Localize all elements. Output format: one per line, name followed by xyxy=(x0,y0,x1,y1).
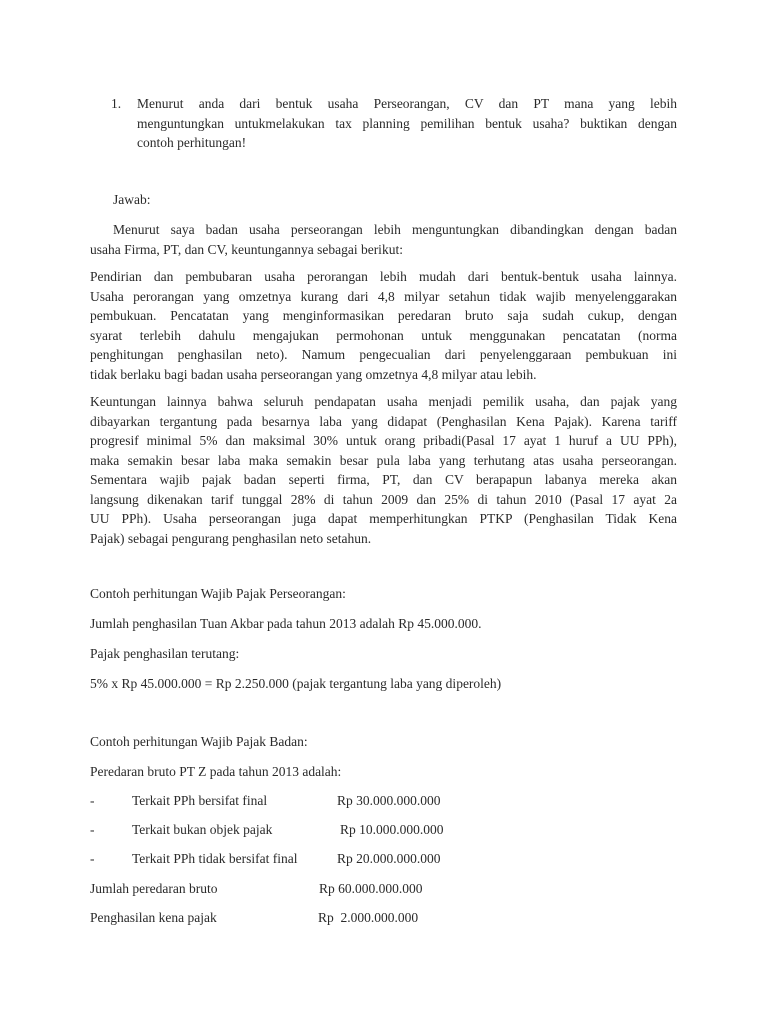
list-dash: - xyxy=(90,851,95,866)
revenue-item-label: Terkait bukan objek pajak xyxy=(132,822,273,837)
question-line: Menurut anda dari bentuk usaha Perseorangan, CV dan PT mana yang lebih xyxy=(137,96,677,111)
paragraph-line: pembukuan. Pencatatan yang menginformasikan peredaran bruto saja sudah cukup, dengan xyxy=(90,308,677,323)
paragraph-line: tidak berlaku bagi badan usaha perseorangan yang omzetnya 4,8 milyar atau lebih. xyxy=(90,366,537,382)
paragraph-line: Usaha perorangan yang omzetnya kurang dari 4,8 milyar setahun tidak wajib menyelenggarakan xyxy=(90,288,677,304)
revenue-item-label: Terkait PPh tidak bersifat final xyxy=(132,851,298,866)
revenue-item-amount: Rp 10.000.000.000 xyxy=(340,822,444,837)
paragraph-line: Pajak) sebagai pengurang penghasilan neto setahun. xyxy=(90,530,372,546)
taxable-income-label: Penghasilan kena pajak xyxy=(90,910,217,925)
question-text xyxy=(137,94,677,153)
paragraph-line: langsung dikenakan tarif tunggal 28% di tahun 2009 dan 25% di tahun 2010 (Pasal 17 ayat 2a xyxy=(90,491,677,507)
question-line: contoh perhitungan! xyxy=(137,135,247,150)
example-individual-tax-label: Pajak penghasilan terutang: xyxy=(90,646,240,661)
paragraph-line: penghitungan penghasilan neto). Namum pengecualian dari penyelenggaraan pembukuan ini xyxy=(90,347,677,362)
revenue-item-amount: Rp 30.000.000.000 xyxy=(337,793,441,808)
total-revenue-amount: Rp 60.000.000.000 xyxy=(319,881,423,896)
intro-paragraph xyxy=(90,220,677,259)
paragraph-line: UU PPh). Usaha perseorangan juga dapat memperhitungkan PTKP (Penghasilan Tidak Kena xyxy=(90,511,677,526)
paragraph-line: progresif minimal 5% dan maksimal 30% untuk orang pribadi(Pasal 17 ayat 1 huruf a UU PPh), xyxy=(90,433,677,448)
revenue-item-label: Terkait PPh bersifat final xyxy=(132,793,268,808)
intro-line: usaha Firma, PT, dan CV, keuntungannya sebagai berikut: xyxy=(90,241,403,257)
paragraph-establishment xyxy=(90,267,677,384)
paragraph-line: Pendirian dan pembubaran usaha perorangan lebih mudah dari bentuk-bentuk usaha lainnya. xyxy=(90,269,677,284)
paragraph-advantages xyxy=(90,392,677,548)
paragraph-line: Keuntungan lainnya bahwa seluruh pendapatan usaha menjadi pemilik usaha, dan pajak yang xyxy=(90,394,677,409)
example-corporate-heading: Contoh perhitungan Wajib Pajak Badan: xyxy=(90,734,308,749)
revenue-item-amount: Rp 20.000.000.000 xyxy=(337,851,441,866)
example-individual-heading: Contoh perhitungan Wajib Pajak Perseorangan: xyxy=(90,586,346,601)
question-line: menguntungkan untukmelakukan tax planning pemilihan bentuk usaha? buktikan dengan xyxy=(137,115,677,131)
paragraph-line: maka semakin besar laba maka semakin besar pula laba yang terhutang atas usaha perseorangan. xyxy=(90,452,677,468)
taxable-income-amount: Rp 2.000.000.000 xyxy=(318,910,419,925)
list-dash: - xyxy=(90,822,95,837)
example-individual-income: Jumlah penghasilan Tuan Akbar pada tahun 2013 adalah Rp 45.000.000. xyxy=(90,616,482,631)
total-revenue-label: Jumlah peredaran bruto xyxy=(90,881,218,896)
paragraph-line: Sementara wajib pajak badan seperti firma, PT, dan CV berapapun labanya mereka akan xyxy=(90,472,677,487)
intro-line: Menurut saya badan usaha perseorangan lebih menguntungkan dibandingkan dengan badan xyxy=(113,222,677,237)
example-corporate-revenue-label: Peredaran bruto PT Z pada tahun 2013 adalah: xyxy=(90,764,342,779)
question-number: 1. xyxy=(111,96,122,111)
answer-label: Jawab: xyxy=(113,192,151,207)
example-individual-calculation: 5% x Rp 45.000.000 = Rp 2.250.000 (pajak tergantung laba yang diperoleh) xyxy=(90,676,502,691)
list-dash: - xyxy=(90,793,95,808)
paragraph-line: dibayarkan tergantung pada besarnya laba yang didapat (Penghasilan Kena Pajak). Karena tariff xyxy=(90,413,677,429)
paragraph-line: syarat terlebih dahulu mengajukan permohonan untuk menggunakan pencatatan (norma xyxy=(90,327,677,343)
